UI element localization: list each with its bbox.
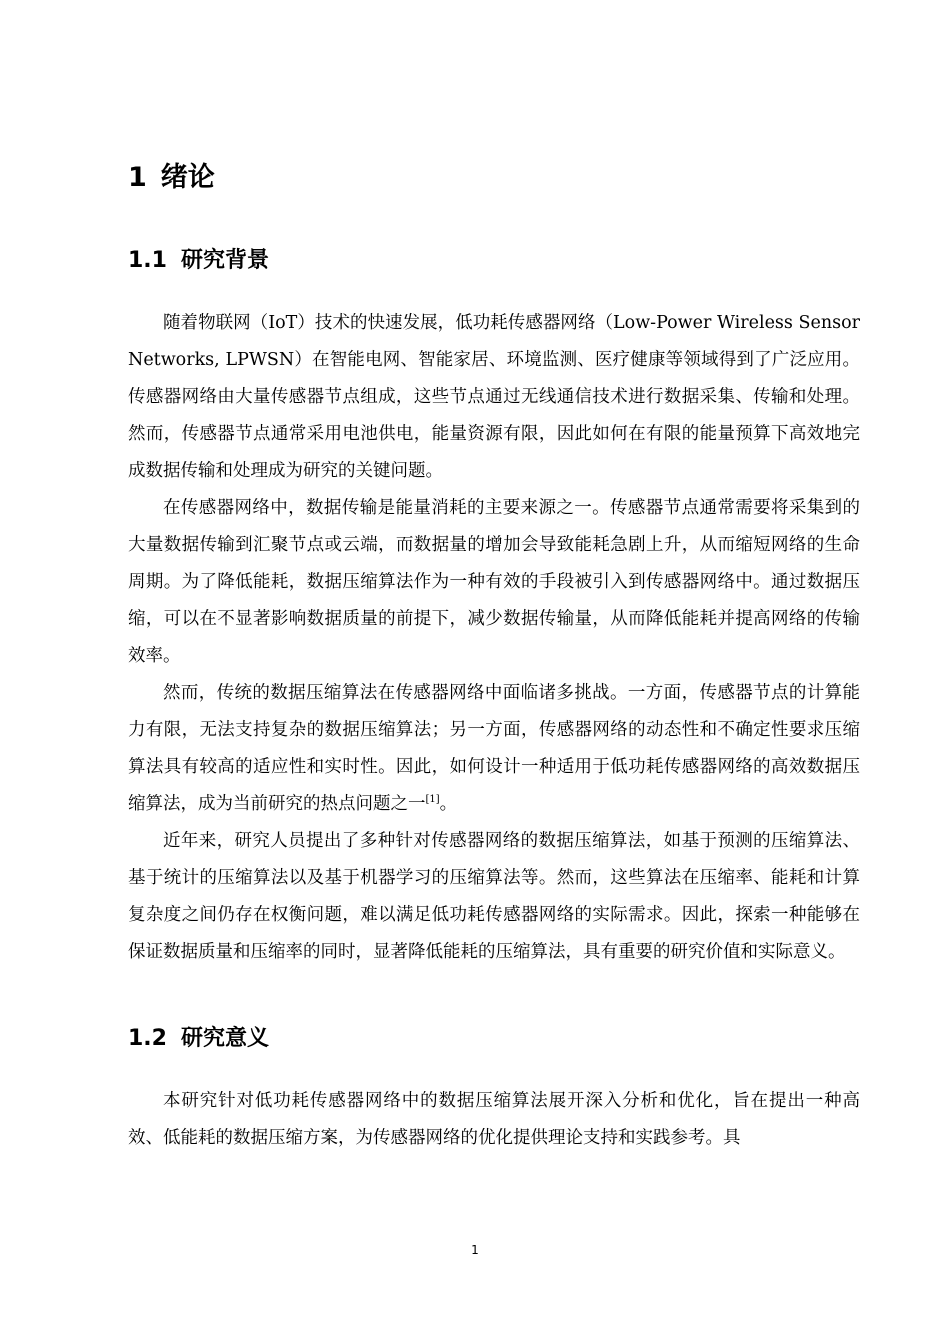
section-title: 研究意义 (180, 1026, 269, 1051)
citation-reference[interactable]: [1] (425, 794, 440, 806)
paragraph-text: 然而，传统的数据压缩算法在传感器网络中面临诸多挑战。一方面，传感器节点的计算能力有限，无法支持复杂的数据压缩算法；另一方面，传感器网络的动态性和不确定性要求压缩算法具有较高的适应性和实时性。因此，如何设计一种适用于低功耗传感器网络的高效数据压缩算法，成为当前研究的热点问题之一 (128, 683, 860, 814)
section-title: 研究背景 (180, 248, 269, 273)
section-spacer (128, 971, 860, 1019)
section-heading-significance (128, 1019, 860, 1059)
section-number: 1.1 (128, 248, 167, 273)
section-heading-background (128, 241, 860, 281)
page-body (128, 150, 860, 1157)
chapter-heading (128, 150, 860, 206)
paragraph-with-citation (128, 675, 860, 823)
paragraph-end-punctuation: 。 (439, 794, 458, 814)
paragraph: 近年来，研究人员提出了多种针对传感器网络的数据压缩算法，如基于预测的压缩算法、基于统计的压缩算法以及基于机器学习的压缩算法等。然而，这些算法在压缩率、能耗和计算复杂度之间仍存在权衡问题，难以满足低功耗传感器网络的实际需求。因此，探索一种能够在保证数据质量和压缩率的同时，显著降低能耗的压缩算法，具有重要的研究价值和实际意义。 (128, 831, 860, 962)
page-number: 1 (471, 1243, 479, 1257)
paragraph: 随着物联网（IoT）技术的快速发展，低功耗传感器网络（Low-Power Wireless Sensor Networks, LPWSN）在智能电网、智能家居、环境监测、医疗健康等领域得到了广泛应用。传感器网络由大量传感器节点组成，这些节点通过无线通信技术进行数据采集、传输和处理。然而，传感器节点通常采用电池供电，能量资源有限，因此如何在有限的能量预算下高效地完成数据传输和处理成为研究的关键问题。 (128, 313, 860, 481)
chapter-title: 绪论 (160, 162, 215, 193)
paragraph: 在传感器网络中，数据传输是能量消耗的主要来源之一。传感器节点通常需要将采集到的大量数据传输到汇聚节点或云端，而数据量的增加会导致能耗急剧上升，从而缩短网络的生命周期。为了降低能耗，数据压缩算法作为一种有效的手段被引入到传感器网络中。通过数据压缩，可以在不显著影响数据质量的前提下，减少数据传输量，从而降低能耗并提高网络的传输效率。 (128, 498, 860, 666)
paragraph: 本研究针对低功耗传感器网络中的数据压缩算法展开深入分析和优化，旨在提出一种高效、低能耗的数据压缩方案，为传感器网络的优化提供理论支持和实践参考。具 (128, 1091, 860, 1148)
section-number: 1.2 (128, 1026, 167, 1051)
chapter-number: 1 (128, 162, 147, 193)
